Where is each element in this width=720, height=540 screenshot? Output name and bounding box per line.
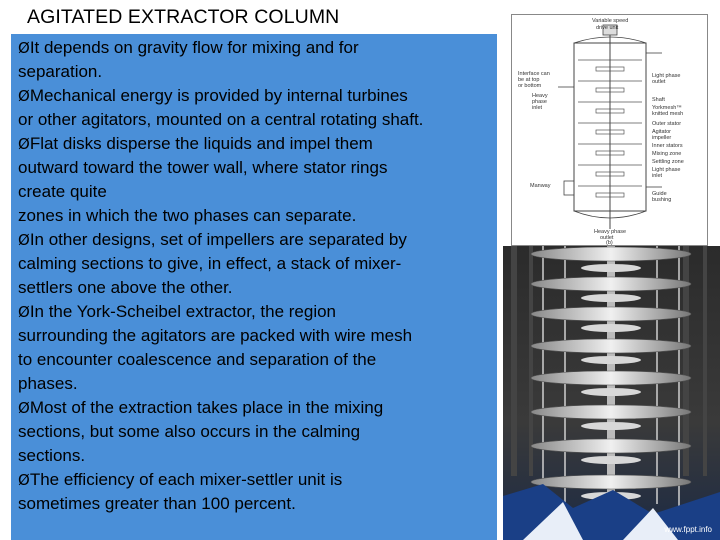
slide-title: AGITATED EXTRACTOR COLUMN	[27, 6, 340, 28]
text-panel	[11, 34, 497, 540]
svg-text:Shaft: Shaft	[652, 97, 665, 103]
impeller-disk	[581, 456, 641, 464]
svg-text:impeller: impeller	[652, 135, 672, 141]
svg-text:Light phase: Light phase	[652, 167, 681, 173]
svg-text:Agitator: Agitator	[652, 129, 671, 135]
svg-text:knitted mesh: knitted mesh	[652, 111, 684, 117]
bullet-arrow-icon: Ø	[18, 135, 30, 153]
bullet-arrow-icon: Ø	[18, 87, 30, 105]
label-drive-1: Variable speed	[592, 18, 629, 24]
svg-text:Interface can: Interface can	[518, 71, 550, 77]
svg-text:bushing: bushing	[652, 197, 672, 203]
svg-text:Heavy phase: Heavy phase	[594, 229, 627, 235]
bullet-2: ØMechanical energy is provided by internal turbines or other agitators, mounted on a central rotating shaft.	[18, 86, 424, 129]
svg-text:or bottom: or bottom	[518, 83, 542, 89]
stator-disk	[531, 371, 691, 385]
impeller-disk	[581, 294, 641, 302]
column-schematic	[512, 15, 707, 245]
svg-text:outlet: outlet	[600, 235, 614, 241]
svg-text:inlet: inlet	[532, 105, 543, 111]
stator-disk	[531, 339, 691, 353]
svg-text:Inner stators: Inner stators	[652, 143, 683, 149]
bullet-4: ØIn other designs, set of impellers are separated by calming sections to give, in effect, a stack of mixer- settlers one above the other.	[18, 230, 407, 297]
svg-text:Settling zone: Settling zone	[652, 159, 684, 165]
bullet-arrow-icon: Ø	[18, 39, 30, 57]
stator-disk	[531, 405, 691, 419]
impeller-disk	[581, 324, 641, 332]
svg-text:Outer stator: Outer stator	[652, 121, 682, 127]
svg-text:inlet: inlet	[652, 173, 663, 179]
svg-text:Mixing zone: Mixing zone	[652, 151, 682, 157]
svg-text:Yorkmesh™: Yorkmesh™	[652, 105, 682, 111]
bullet-6: ØMost of the extraction takes place in the mixing sections, but some also occurs in the calming sections.	[18, 398, 384, 465]
extractor-column-photo	[503, 246, 720, 540]
bullet-1: ØIt depends on gravity flow for mixing and for separation.	[18, 38, 359, 81]
impeller-disk	[581, 356, 641, 364]
bullet-arrow-icon: Ø	[18, 231, 30, 249]
impeller-disk	[581, 264, 641, 272]
stator-disk	[531, 307, 691, 321]
svg-text:Guide: Guide	[652, 191, 667, 197]
svg-text:Heavy: Heavy	[532, 93, 548, 99]
label-drive-2: drive unit	[596, 25, 619, 31]
bullet-5: ØIn the York-Scheibel extractor, the region surrounding the agitators are packed with wire mesh to encounter coalescence and separation of the phases.	[18, 302, 413, 393]
bullet-7: ØThe efficiency of each mixer-settler unit is sometimes greater than 100 percent.	[18, 470, 343, 513]
svg-text:outlet: outlet	[652, 79, 666, 85]
stator-disk	[531, 247, 691, 261]
bullet-arrow-icon: Ø	[18, 471, 30, 489]
svg-text:be at top: be at top	[518, 77, 540, 83]
svg-text:Light phase: Light phase	[652, 73, 681, 79]
impeller-disk	[581, 388, 641, 396]
extractor-column-diagram	[511, 14, 708, 246]
stator-disk	[531, 475, 691, 489]
stator-disk	[531, 277, 691, 291]
bullet-arrow-icon: Ø	[18, 303, 30, 321]
svg-text:(b): (b)	[606, 240, 613, 245]
stator-disk	[531, 439, 691, 453]
column-photo-art	[503, 246, 720, 540]
svg-text:phase: phase	[532, 99, 547, 105]
impeller-disk	[581, 422, 641, 430]
bullet-arrow-icon: Ø	[18, 399, 30, 417]
svg-text:Manway: Manway	[530, 183, 551, 189]
bullet-3: ØFlat disks disperse the liquids and impel them outward toward the tower wall, where stator rings create quite zones in which the two phases can separate.	[18, 134, 388, 225]
watermark: www.fppt.info	[664, 525, 712, 534]
